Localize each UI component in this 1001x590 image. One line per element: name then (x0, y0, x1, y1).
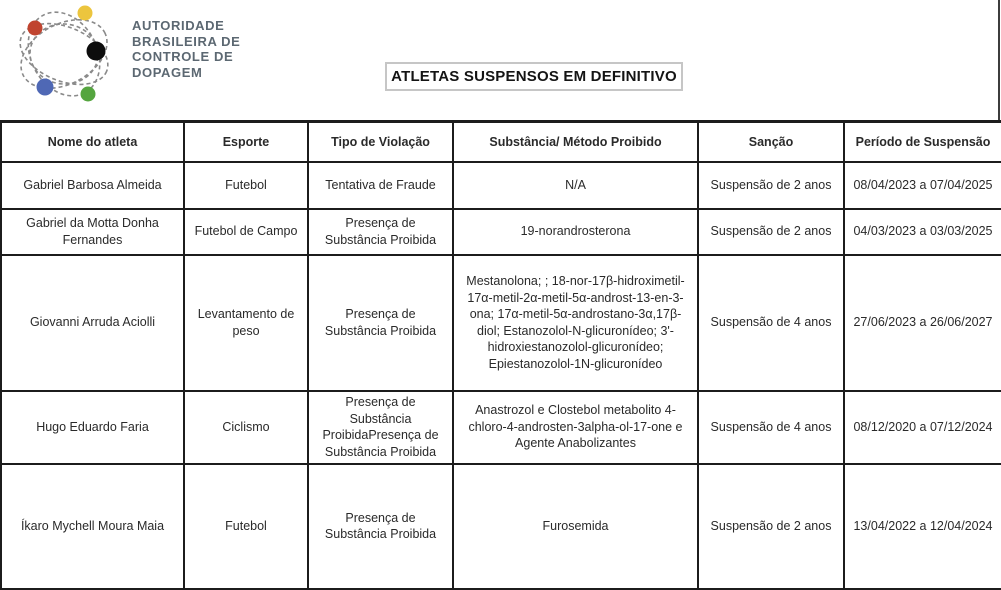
cell-nome: Giovanni Arruda Aciolli (1, 255, 184, 391)
cell-sancao: Suspensão de 2 anos (698, 464, 844, 589)
suspended-athletes-table (0, 120, 1001, 590)
cell-periodo: 08/12/2020 a 07/12/2024 (844, 391, 1001, 464)
logo-dot-red (28, 21, 43, 36)
document-title: ATLETAS SUSPENSOS EM DEFINITIVO (391, 68, 677, 85)
cell-periodo: 08/04/2023 a 07/04/2025 (844, 162, 1001, 209)
cell-esporte: Ciclismo (184, 391, 308, 464)
table-row (1, 464, 1001, 589)
abcd-orbits-icon (6, 2, 126, 106)
logo-line-1: AUTORIDADE (132, 18, 225, 33)
cell-periodo: 27/06/2023 a 26/06/2027 (844, 255, 1001, 391)
logo-dot-yellow (78, 6, 93, 21)
table-row (1, 162, 1001, 209)
column-header-tipo-violacao: Tipo de Violação (308, 122, 453, 162)
cell-tipo-violacao: Tentativa de Fraude (308, 162, 453, 209)
cell-nome: Hugo Eduardo Faria (1, 391, 184, 464)
logo-dot-green (81, 87, 96, 102)
cell-tipo-violacao: Presença de Substância Proibida (308, 464, 453, 589)
cell-nome: Gabriel da Motta Donha Fernandes (1, 209, 184, 255)
cell-sancao: Suspensão de 2 anos (698, 209, 844, 255)
abcd-logo (6, 2, 240, 106)
cell-periodo: 13/04/2022 a 12/04/2024 (844, 464, 1001, 589)
column-header-periodo: Período de Suspensão (844, 122, 1001, 162)
cell-esporte: Futebol (184, 162, 308, 209)
cell-esporte: Futebol (184, 464, 308, 589)
cell-sancao: Suspensão de 4 anos (698, 391, 844, 464)
cell-substancia: Anastrozol e Clostebol metabolito 4-chloro-4-androsten-3alpha-ol-17-one e Agente Anabolizantes (453, 391, 698, 464)
column-header-substancia: Substância/ Método Proibido (453, 122, 698, 162)
cell-sancao: Suspensão de 4 anos (698, 255, 844, 391)
cell-periodo: 04/03/2023 a 03/03/2025 (844, 209, 1001, 255)
cell-substancia: 19-norandrosterona (453, 209, 698, 255)
logo-line-4: DOPAGEM (132, 64, 203, 80)
cell-substancia: Mestanolona; ; 18-nor-17β-hidroximetil-17α-metil-2α-metil-5α-androst-13-en-3-ona; 17α-metil-5α-androstano-3α,17β-diol; Estanozolol-N-glicuronídeo; 3'-hidroxiestanozolol-glicuronídeo; Epiestanozolol-1N-glicuronídeo (453, 255, 698, 391)
cell-sancao: Suspensão de 2 anos (698, 162, 844, 209)
cell-esporte: Futebol de Campo (184, 209, 308, 255)
cell-tipo-violacao: Presença de Substância Proibida (308, 209, 453, 255)
table-row (1, 391, 1001, 464)
column-header-sancao: Sanção (698, 122, 844, 162)
cell-nome: Íkaro Mychell Moura Maia (1, 464, 184, 589)
logo-dot-blue (37, 79, 54, 96)
cell-tipo-violacao: Presença de Substância Proibida (308, 255, 453, 391)
column-header-nome: Nome do atleta (1, 122, 184, 162)
abcd-logo-wordmark (132, 18, 240, 80)
cell-substancia: N/A (453, 162, 698, 209)
cell-esporte: Levantamento de peso (184, 255, 308, 391)
table-row (1, 209, 1001, 255)
table-header-row (1, 122, 1001, 162)
logo-line-3: CONTROLE DE (132, 49, 234, 64)
logo-line-2: BRASILEIRA DE (132, 33, 241, 49)
logo-dot-black (87, 42, 106, 61)
column-header-esporte: Esporte (184, 122, 308, 162)
cell-substancia: Furosemida (453, 464, 698, 589)
table-row (1, 255, 1001, 391)
page-right-edge-line (998, 0, 1000, 120)
document-title-box (385, 62, 683, 91)
cell-nome: Gabriel Barbosa Almeida (1, 162, 184, 209)
cell-tipo-violacao: Presença de Substância ProibidaPresença de Substância Proibida (308, 391, 453, 464)
